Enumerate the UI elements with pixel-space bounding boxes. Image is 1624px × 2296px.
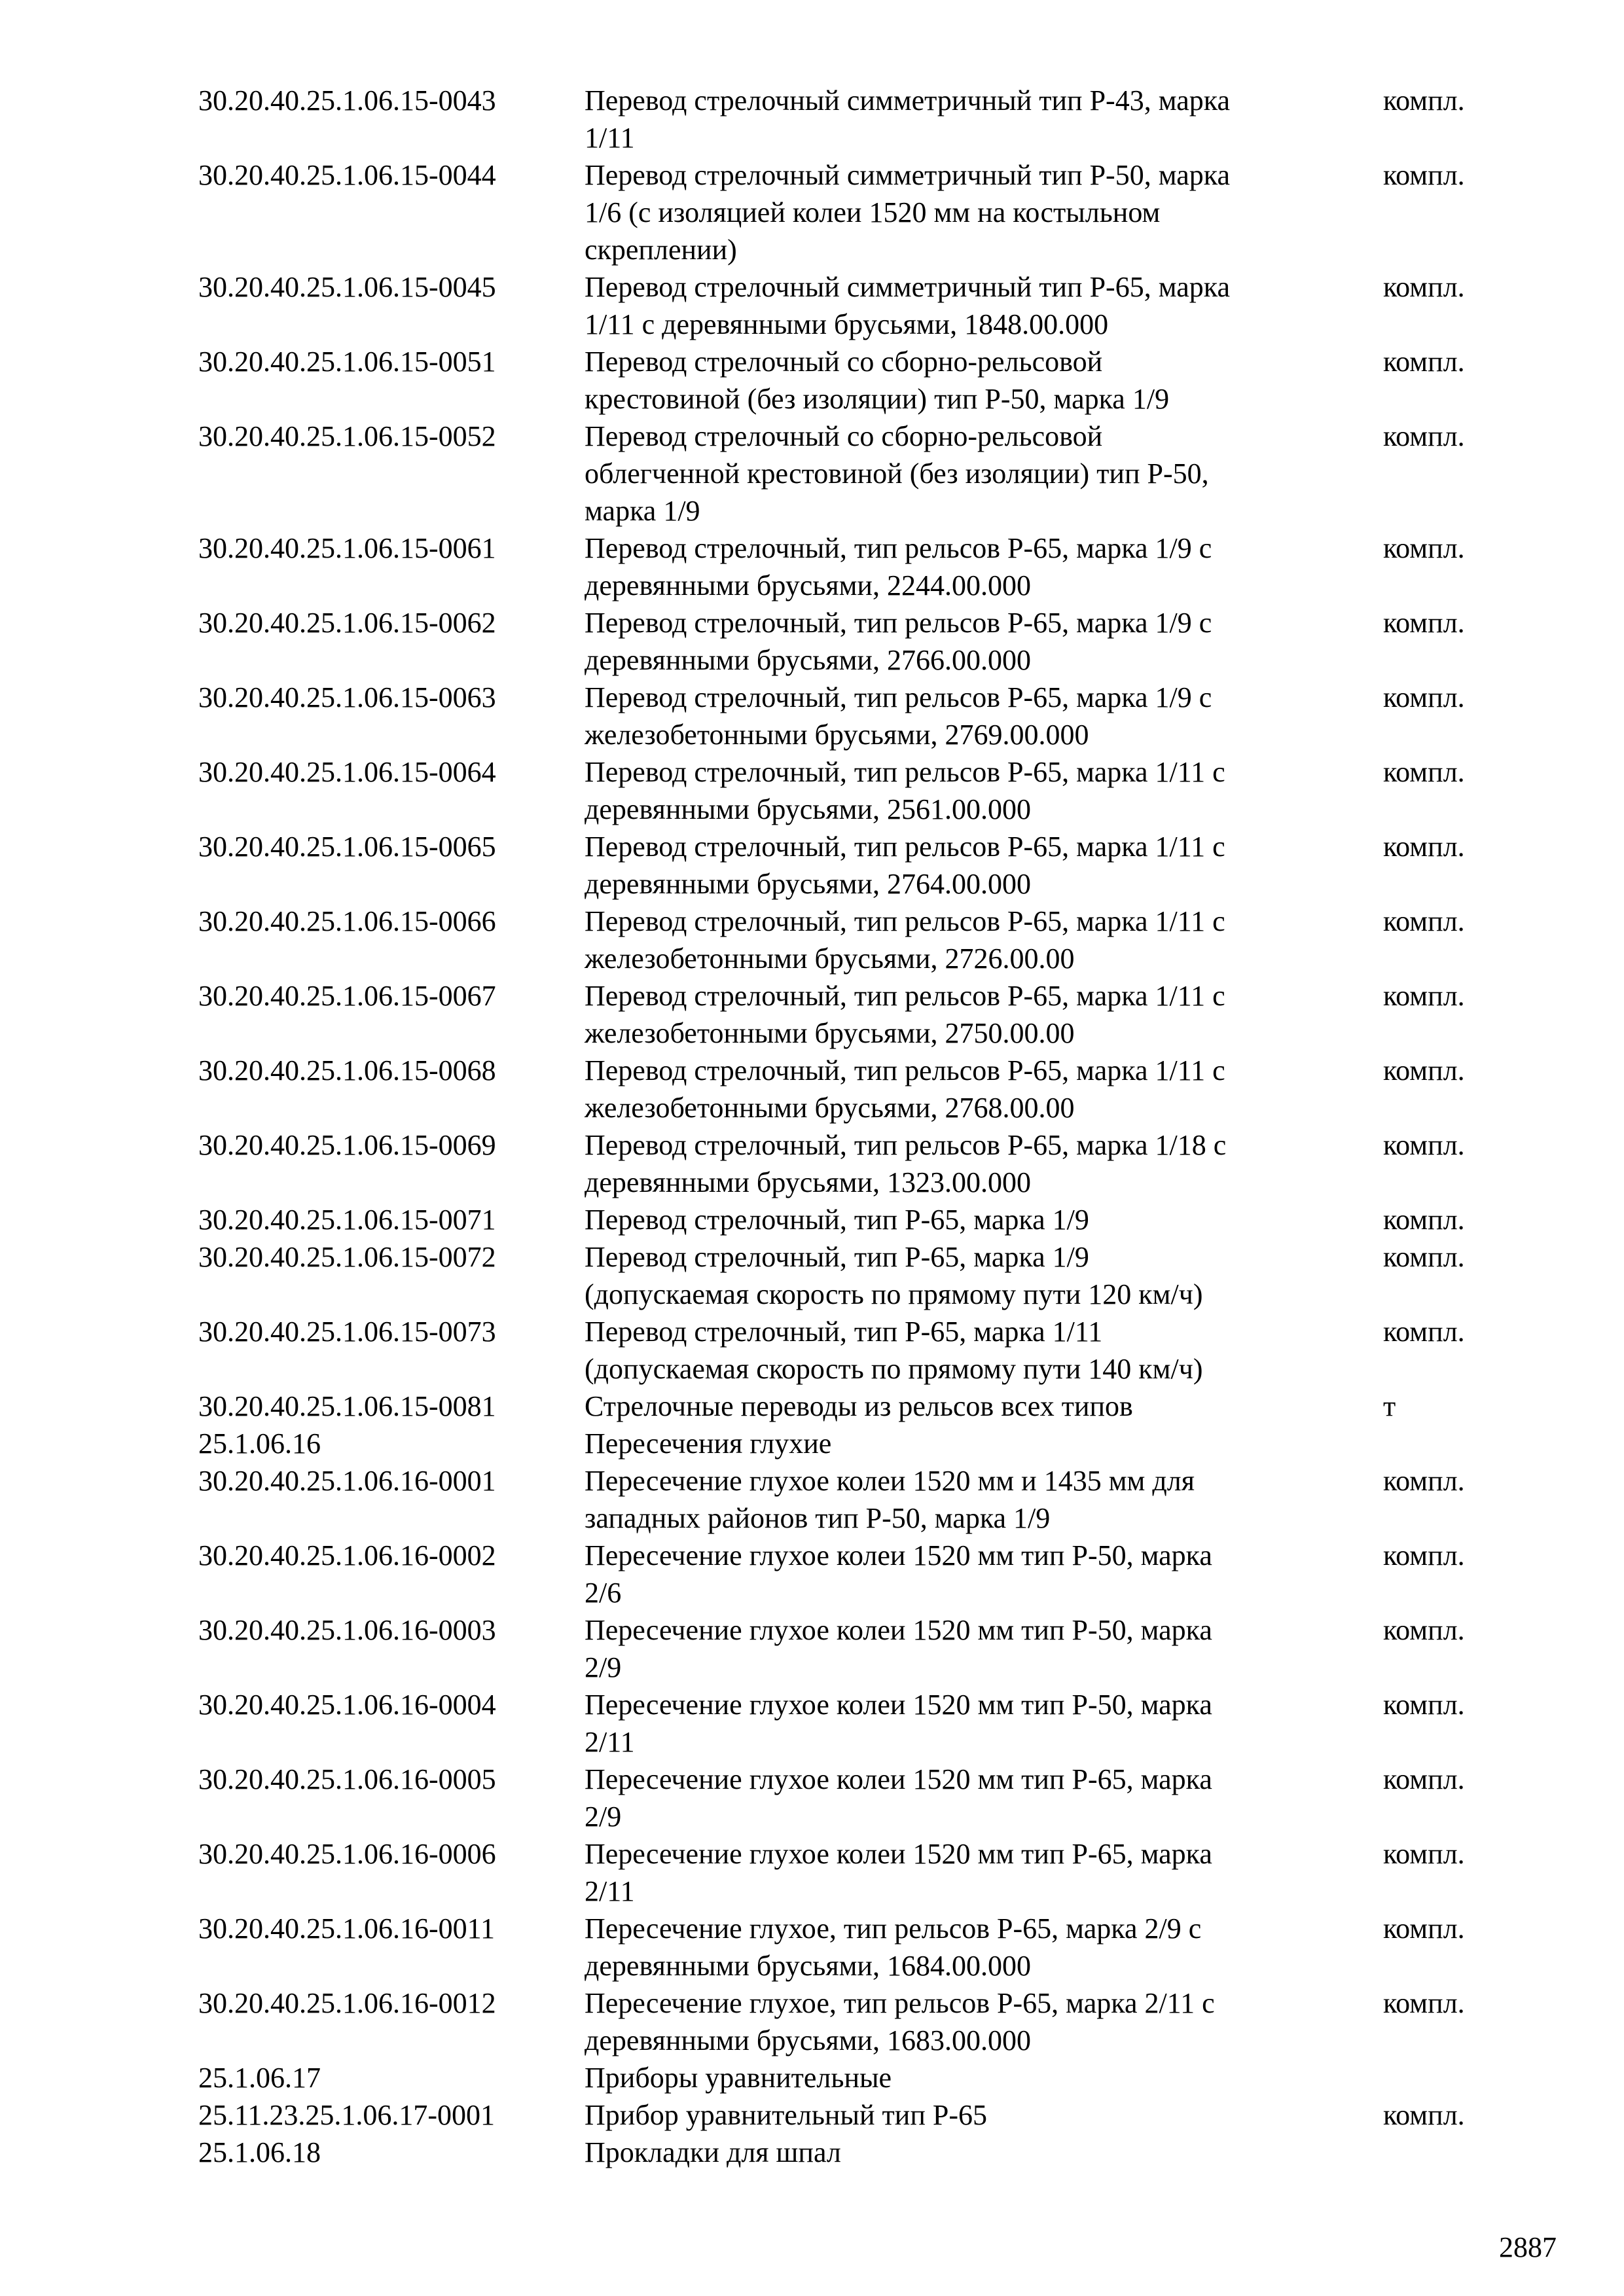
resource-code: 30.20.40.25.1.06.16-0005: [198, 1763, 496, 1795]
resource-code: 30.20.40.25.1.06.16-0004: [198, 1689, 496, 1721]
unit-of-measure: т: [1383, 1390, 1396, 1422]
resource-name: Перевод стрелочный, тип рельсов Р-65, марка 1/11 с деревянными брусьями, 2764.00.000: [585, 831, 1225, 900]
unit-of-measure: компл.: [1383, 905, 1465, 937]
unit-of-measure: компл.: [1383, 2099, 1465, 2131]
table-row: [198, 1761, 1488, 1835]
unit-of-measure: [1370, 1425, 1488, 1462]
resource-name: Пересечение глухое колеи 1520 мм тип Р-65, марка 2/11: [585, 1838, 1212, 1907]
unit-of-measure: компл.: [1383, 980, 1465, 1012]
table-row: [198, 679, 1488, 753]
resource-code: 30.20.40.25.1.06.15-0066: [198, 905, 496, 937]
section-heading-row: [198, 2134, 1488, 2171]
unit-of-measure: компл.: [1383, 346, 1465, 378]
resource-code: 30.20.40.25.1.06.15-0051: [198, 346, 496, 378]
resource-code: 30.20.40.25.1.06.15-0071: [198, 1204, 496, 1236]
table-row: [198, 418, 1488, 529]
resource-code: 25.11.23.25.1.06.17-0001: [198, 2099, 496, 2131]
table-row: [198, 977, 1488, 1052]
resource-code: 25.1.06.16: [198, 1427, 321, 1460]
unit-of-measure: компл.: [1383, 420, 1465, 452]
resource-name: Пересечение глухое колеи 1520 мм и 1435 мм для западных районов тип Р-50, марка 1/9: [585, 1465, 1195, 1534]
unit-of-measure: компл.: [1383, 1838, 1465, 1870]
price-list-table: [198, 82, 1488, 2171]
unit-of-measure: компл.: [1383, 1614, 1465, 1646]
resource-name: Перевод стрелочный, тип рельсов Р-65, марка 1/9 с деревянными брусьями, 2244.00.000: [585, 532, 1212, 601]
resource-name: Пересечения глухие: [585, 1427, 832, 1460]
resource-name: Пересечение глухое колеи 1520 мм тип Р-65, марка 2/9: [585, 1763, 1212, 1833]
resource-code: 30.20.40.25.1.06.15-0073: [198, 1316, 496, 1348]
resource-code: 30.20.40.25.1.06.16-0006: [198, 1838, 496, 1870]
unit-of-measure: компл.: [1383, 1204, 1465, 1236]
unit-of-measure: [1370, 2059, 1488, 2096]
page-number: 2887: [1499, 2231, 1557, 2263]
resource-name: Пересечение глухое, тип рельсов Р-65, марка 2/9 с деревянными брусьями, 1684.00.000: [585, 1912, 1202, 1982]
table-row: [198, 343, 1488, 418]
resource-code: 30.20.40.25.1.06.15-0072: [198, 1241, 496, 1273]
table-row: [198, 1238, 1488, 1313]
resource-code: 30.20.40.25.1.06.15-0052: [198, 420, 496, 452]
unit-of-measure: компл.: [1383, 271, 1465, 303]
table-row: [198, 1052, 1488, 1126]
table-row: [198, 1835, 1488, 1910]
section-heading-row: [198, 2059, 1488, 2096]
resource-name: Пересечение глухое колеи 1520 мм тип Р-50, марка 2/6: [585, 1539, 1212, 1609]
table-row: [198, 1537, 1488, 1611]
resource-name: Перевод стрелочный, тип Р-65, марка 1/9: [585, 1204, 1089, 1236]
unit-of-measure: компл.: [1383, 1987, 1465, 2019]
unit-of-measure: компл.: [1383, 756, 1465, 788]
resource-name: Прокладки для шпал: [585, 2136, 841, 2168]
table-row: [198, 1686, 1488, 1761]
resource-name: Перевод стрелочный, тип рельсов Р-65, марка 1/18 с деревянными брусьями, 1323.00.000: [585, 1129, 1227, 1198]
unit-of-measure: компл.: [1383, 681, 1465, 713]
table-row: [198, 828, 1488, 903]
resource-code: 30.20.40.25.1.06.16-0002: [198, 1539, 496, 1571]
table-row: [198, 1984, 1488, 2059]
unit-of-measure: компл.: [1383, 1129, 1465, 1161]
resource-name: Перевод стрелочный, тип Р-65, марка 1/11 (допускаемая скорость по прямому пути 140 км/ч): [585, 1316, 1203, 1385]
table-row: [198, 1201, 1488, 1238]
resource-name: Перевод стрелочный, тип рельсов Р-65, марка 1/9 с железобетонными брусьями, 2769.00.000: [585, 681, 1212, 751]
table-row: [198, 156, 1488, 268]
unit-of-measure: компл.: [1383, 1054, 1465, 1086]
section-heading-row: [198, 1425, 1488, 1462]
resource-code: 30.20.40.25.1.06.15-0065: [198, 831, 496, 863]
table-row: [198, 1126, 1488, 1201]
resource-name: Приборы уравнительные: [585, 2062, 892, 2094]
resource-name: Перевод стрелочный со сборно-рельсовой облегченной крестовиной (без изоляции) тип Р-50, марка 1/9: [585, 420, 1209, 527]
resource-name: Перевод стрелочный, тип рельсов Р-65, марка 1/11 с железобетонными брусьями, 2750.00.00: [585, 980, 1225, 1049]
unit-of-measure: компл.: [1383, 1912, 1465, 1945]
resource-code: 30.20.40.25.1.06.16-0011: [198, 1912, 496, 1945]
unit-of-measure: [1370, 2134, 1488, 2171]
unit-of-measure: компл.: [1383, 831, 1465, 863]
resource-name: Перевод стрелочный симметричный тип Р-65, марка 1/11 с деревянными брусьями, 1848.00.000: [585, 271, 1231, 340]
resource-code: 30.20.40.25.1.06.15-0043: [198, 84, 496, 117]
resource-code: 30.20.40.25.1.06.15-0063: [198, 681, 496, 713]
unit-of-measure: компл.: [1383, 84, 1465, 117]
resource-code: 30.20.40.25.1.06.15-0062: [198, 607, 496, 639]
resource-code: 30.20.40.25.1.06.15-0067: [198, 980, 496, 1012]
table-row: [198, 2096, 1488, 2134]
table-row: [198, 604, 1488, 679]
resource-name: Перевод стрелочный, тип рельсов Р-65, марка 1/11 с железобетонными брусьями, 2768.00.00: [585, 1054, 1225, 1124]
unit-of-measure: компл.: [1383, 159, 1465, 191]
resource-code: 30.20.40.25.1.06.16-0003: [198, 1614, 496, 1646]
resource-code: 25.1.06.17: [198, 2062, 321, 2094]
resource-code: 30.20.40.25.1.06.15-0064: [198, 756, 496, 788]
table-row: [198, 1611, 1488, 1686]
unit-of-measure: компл.: [1383, 607, 1465, 639]
unit-of-measure: компл.: [1383, 1689, 1465, 1721]
table-row: [198, 1462, 1488, 1537]
resource-code: 30.20.40.25.1.06.15-0045: [198, 271, 496, 303]
resource-name: Перевод стрелочный, тип рельсов Р-65, марка 1/11 с железобетонными брусьями, 2726.00.00: [585, 905, 1225, 975]
price-list-body: [198, 82, 1488, 2171]
resource-code: 25.1.06.18: [198, 2136, 321, 2168]
resource-code: 30.20.40.25.1.06.15-0069: [198, 1129, 496, 1161]
resource-code: 30.20.40.25.1.06.15-0061: [198, 532, 496, 564]
unit-of-measure: компл.: [1383, 532, 1465, 564]
table-row: [198, 1388, 1488, 1425]
unit-of-measure: компл.: [1383, 1465, 1465, 1497]
resource-code: 30.20.40.25.1.06.16-0001: [198, 1465, 496, 1497]
resource-code: 30.20.40.25.1.06.15-0044: [198, 159, 496, 191]
resource-name: Перевод стрелочный, тип рельсов Р-65, марка 1/11 с деревянными брусьями, 2561.00.000: [585, 756, 1225, 825]
table-row: [198, 1910, 1488, 1984]
unit-of-measure: компл.: [1383, 1763, 1465, 1795]
resource-code: 30.20.40.25.1.06.16-0012: [198, 1987, 496, 2019]
resource-name: Перевод стрелочный, тип рельсов Р-65, марка 1/9 с деревянными брусьями, 2766.00.000: [585, 607, 1212, 676]
resource-name: Прибор уравнительный тип Р-65: [585, 2099, 987, 2131]
table-row: [198, 753, 1488, 828]
table-row: [198, 529, 1488, 604]
resource-name: Стрелочные переводы из рельсов всех типов: [585, 1390, 1133, 1422]
table-row: [198, 903, 1488, 977]
table-row: [198, 82, 1488, 156]
resource-name: Перевод стрелочный симметричный тип Р-50, марка 1/6 (с изоляцией колеи 1520 мм на костыльном скреплении): [585, 159, 1231, 266]
resource-name: Перевод стрелочный, тип Р-65, марка 1/9 (допускаемая скорость по прямому пути 120 км/ч): [585, 1241, 1203, 1310]
resource-name: Перевод стрелочный со сборно-рельсовой крестовиной (без изоляции) тип Р-50, марка 1/9: [585, 346, 1170, 415]
table-row: [198, 1313, 1488, 1388]
unit-of-measure: компл.: [1383, 1539, 1465, 1571]
resource-name: Пересечение глухое колеи 1520 мм тип Р-50, марка 2/9: [585, 1614, 1212, 1683]
unit-of-measure: компл.: [1383, 1241, 1465, 1273]
resource-name: Пересечение глухое колеи 1520 мм тип Р-50, марка 2/11: [585, 1689, 1212, 1758]
resource-code: 30.20.40.25.1.06.15-0068: [198, 1054, 496, 1086]
resource-code: 30.20.40.25.1.06.15-0081: [198, 1390, 496, 1422]
resource-name: Пересечение глухое, тип рельсов Р-65, марка 2/11 с деревянными брусьями, 1683.00.000: [585, 1987, 1215, 2056]
table-row: [198, 268, 1488, 343]
unit-of-measure: компл.: [1383, 1316, 1465, 1348]
resource-name: Перевод стрелочный симметричный тип Р-43, марка 1/11: [585, 84, 1231, 154]
